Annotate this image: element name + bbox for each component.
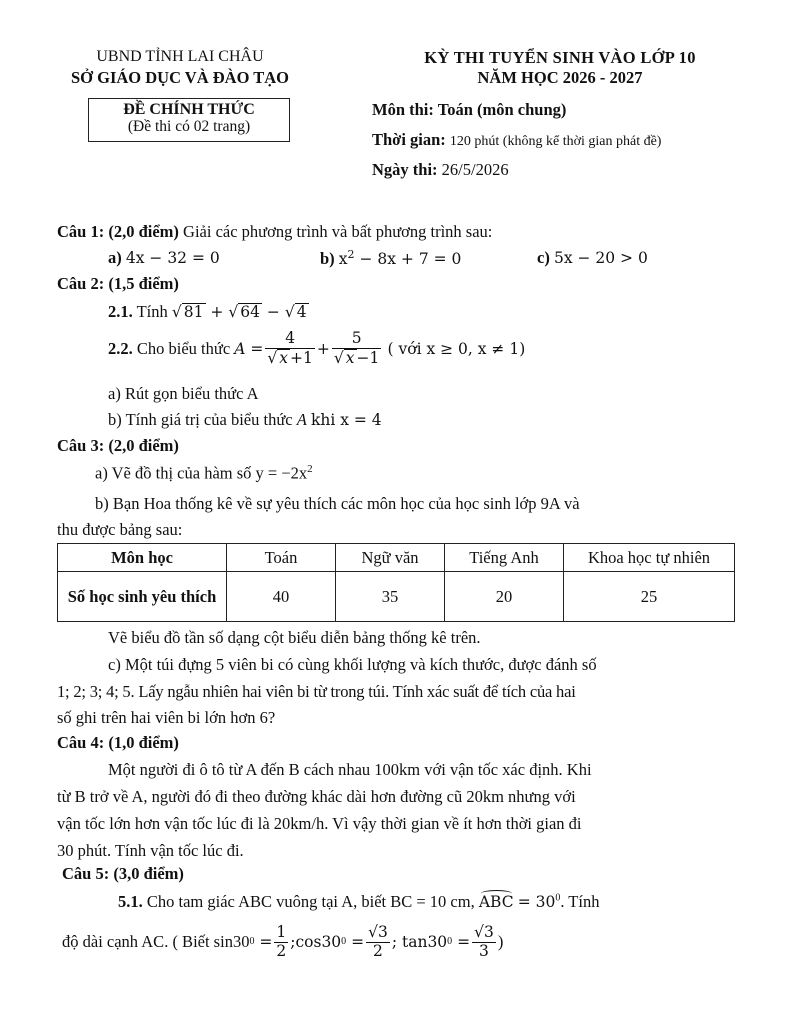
fraction-1: $\frac{4}{√ x +1}$ — [267, 329, 313, 367]
q2-2-label: 2.2. — [108, 338, 133, 358]
exam-title: KỲ THI TUYỂN SINH VÀO LỚP 10 — [424, 48, 696, 67]
official-box — [88, 98, 290, 142]
q3-title: Câu 3: (2,0 điểm) — [57, 436, 179, 455]
q2-part-a: a) Rút gọn biểu thức A — [108, 384, 259, 403]
date-label: Ngày thi: — [372, 160, 438, 179]
official-label: ĐỀ CHÍNH THỨC — [123, 101, 255, 118]
date-line — [372, 160, 509, 180]
q1-b-label: b) — [320, 249, 335, 269]
q4-title: Câu 4: (1,0 điểm) — [57, 733, 179, 752]
department-name: SỞ GIÁO DỤC VÀ ĐÀO TẠO — [70, 68, 290, 87]
tan-fraction: $\frac{√3}{3}$ — [474, 923, 494, 960]
q2-title: Câu 2: (1,5 điểm) — [57, 274, 179, 293]
q4-line4: 30 phút. Tính vận tốc lúc đi. — [57, 841, 244, 860]
table-subject: Khoa học tự nhiên — [564, 544, 735, 572]
q2-part-1 — [108, 302, 309, 322]
table-row-label: Số học sinh yêu thích — [58, 572, 227, 622]
q1-c-label: c) — [537, 248, 550, 267]
fraction-2: $\frac{5}{√ x -1}$ — [333, 329, 380, 367]
date-value: 26/5/2026 — [441, 160, 509, 179]
q3-part-c-line2: 1; 2; 3; 4; 5. Lấy ngẫu nhiên hai viên bi từ trong túi. Tính xác suất để tích của hai — [57, 682, 576, 701]
q3-part-b-line1: b) Bạn Hoa thống kê về sự yêu thích các môn học của học sinh lớp 9A và — [95, 494, 580, 513]
table-header-label: Môn học — [58, 544, 227, 572]
q1-part-c — [537, 248, 648, 268]
q2-part-b: b) Tính giá trị của biểu thức A khi x = 4 — [108, 410, 382, 429]
q1-a-label: a) — [108, 248, 122, 267]
q3-part-c-line3: số ghi trên hai viên bi lớn hơn 6? — [57, 708, 276, 727]
condition: ( với x ≥ 0, x ≠ 1) — [387, 339, 526, 358]
table-row — [58, 572, 735, 622]
q1-heading — [57, 222, 492, 242]
table-value: 40 — [227, 572, 336, 622]
q1-part-a — [108, 248, 220, 268]
q4-line1: Một người đi ô tô từ A đến B cách nhau 100km với vận tốc xác định. Khi — [108, 760, 592, 779]
q1-text: Giải các phương trình và bất phương trình sau: — [183, 222, 493, 241]
q5-part-1-line2: độ dài cạnh AC. ( Biết sin30 0 = $\frac{1}{2}$ ;cos30 0 = $\frac{√3}{2}$ ; tan30 0 = $\frac{√3}{3}$ ) — [62, 923, 504, 960]
q1-b-equation: $x^2 - 8x + 7 = 0$ — [338, 248, 462, 269]
table-value: 20 — [445, 572, 564, 622]
q4-line3: vận tốc lớn hơn vận tốc lúc đi là 20km/h. Vì vậy thời gian về ít hơn thời gian đi — [57, 814, 582, 833]
q2-1-text: Tính — [136, 302, 168, 321]
q1-c-equation: 5x − 20 > 0 — [553, 249, 648, 267]
q2-1-label: 2.1. — [108, 302, 133, 321]
cos-fraction: $\frac{√3}{2}$ — [368, 923, 388, 960]
school-year: NĂM HỌC 2026 - 2027 — [477, 68, 643, 87]
pages-note: (Đề thi có 02 trang) — [127, 118, 251, 135]
q5-part-1: 5.1. Cho tam giác ABC vuông tại A, biết BC = 10 cm, ABC = $30^0$. Tính — [118, 892, 600, 911]
q1-a-equation: 4x − 32 = 0 — [125, 249, 220, 267]
q3-part-a: a) Vẽ đồ thị của hàm số $y = -2x^2$ — [95, 463, 313, 483]
time-line — [372, 130, 661, 150]
q1-title: Câu 1: (2,0 điểm) — [57, 222, 179, 241]
table-subject: Ngữ văn — [336, 544, 445, 572]
expression-A: A = — [234, 339, 264, 358]
q3-part-b-line2: thu được bảng sau: — [57, 520, 183, 539]
time-value: 120 phút (không kể thời gian phát đề) — [449, 134, 662, 149]
q3-part-c-line1: c) Một túi đựng 5 viên bi có cùng khối lượng và kích thước, được đánh số — [108, 655, 597, 674]
q2-1-expression: √ 81 + √ 64 − √ 4 — [171, 303, 307, 321]
q3-part-b-after: Vẽ biểu đồ tần số dạng cột biểu diễn bảng thống kê trên. — [108, 628, 481, 647]
subject-label: Môn thi: Toán (môn chung) — [372, 100, 567, 119]
angle-abc: ABC — [479, 890, 514, 912]
table-value: 25 — [564, 572, 735, 622]
q4-line2: từ B trở về A, người đó đi theo đường khác dài hơn đường cũ 20km nhưng với — [57, 787, 576, 806]
time-label: Thời gian: — [372, 130, 446, 149]
q2-2-text: Cho biểu thức — [136, 338, 231, 358]
sin-fraction: $\frac{1}{2}$ — [276, 923, 287, 960]
table-value: 35 — [336, 572, 445, 622]
q2-part-2: 2.2. Cho biểu thức A = $\frac{4}{√ x +1}$ + $\frac{5}{√ x -1}$ ( với x ≥ 0, x ≠ 1) — [108, 329, 526, 367]
table-subject: Toán — [227, 544, 336, 572]
q1-part-b — [320, 248, 461, 269]
authority-name: UBND TỈNH LAI CHÂU — [96, 48, 264, 65]
statistics-table — [57, 543, 735, 622]
q5-title: Câu 5: (3,0 điểm) — [62, 864, 184, 883]
table-row — [58, 544, 735, 572]
table-subject: Tiếng Anh — [445, 544, 564, 572]
